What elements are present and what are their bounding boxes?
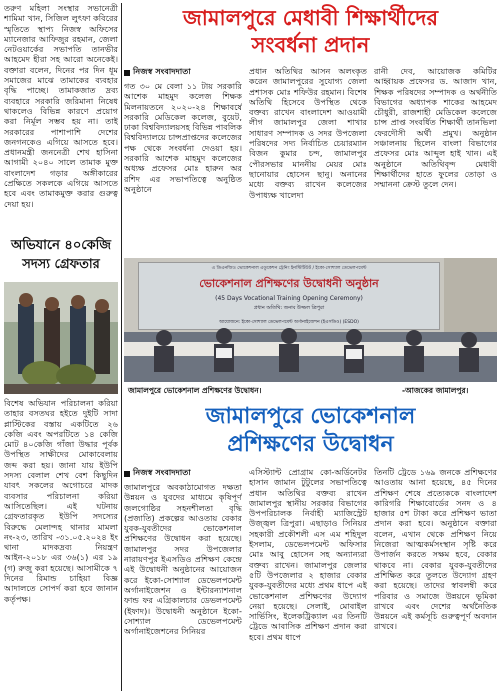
column-divider: [121, 3, 122, 691]
article1-col1-text: গত ৩০ মে বেলা ১১ টায় সরকারি আশেক মাহমুদ কলেজ শিক্ষক মিলনায়তনে ২০২০-২৪ শিক্ষাবর্ষে সরকারি মেডিকেল কলেজ, বুয়েট, ঢাকা বিশ্ববিদ্যালয়সহ বিভিন্ন পাবলিক বিশ্ববিদ্যালয়ে চান্সপ্রাপ্তদের কলেজের পক্ষ থেকে সংবর্ধনা দেওয়া হয়। সরকারি আশেক মাহমুদ কলেজের অধ্যক্ষ প্রফেসর মোঃ হারুন অর রশিদ এর সভাপতিত্বে অনুষ্ঠিত অনুষ্ঠানে: [124, 81, 242, 194]
article2-col2-text: এসিস্ট্যান্ট প্রোগ্রাম কো-অর্ডিনেটর হাসান জামান টুটুলের সভাপতিত্বে প্রধান অতিথির বক্তব্য রাখেন জামালপুর স্থানীয় সরকার বিভাগের উপপরিচালক নির্বাহী ম্যাজিস্ট্রেট উজ্জ্বল ত্রিপুরা। এছাড়াও সিনিয়র সহকারী প্রকৌশলী এস এম শহিদুল ইসলাম, ডেভেলপমেন্ট অফিসার মোঃ আবু হোসেন সহ অন্যান্যরা বক্তব্য রাখেন। জামালপুর জেলার ৫টি উপজেলার ২ হাজার বেকার যুবক-যুবতীদের মধ্যে প্রথম ধাপে এই ভোকেশনাল প্রশিক্ষণের উদ্যোগ নেয়া হয়েছে। সেলাই, মোবাইল সার্ভিসিং, ইলেকট্রিক্যাল এর তিনটি ট্রেডে আবাসিক প্রশিক্ষণ প্রদান করা হবে। প্রথম ধাপে: [249, 467, 367, 642]
article1-headline-line1: জামালপুরে মেধাবী শিক্ষার্থীদের: [182, 6, 439, 30]
article1-col3-text: রানী দেব, আয়োজক কমিটির আহ্বায়ক প্রফেসর ড. আজাদ খান, শিক্ষক পরিষদের সম্পাদক ও অর্থনীতি বিভাগের অধ্যাপক শাকের আহমেদ চৌধুরী, রাজশাহী মেডিকেল কলেজে চান্স প্রাপ্ত সংবর্ধিত শিক্ষার্থী তানভিলা ফেরদৌসী অর্থী প্রমুখ। অনুষ্ঠান সঞ্চালনায় ছিলেন বাংলা বিভাগের প্রফেসর মোঃ আব্দুল হাই খান। এই অনুষ্ঠানে অতিথিবৃন্দ মেধাবী শিক্ষার্থীদের হাতে ফুলের তোড়া ও সম্মাননা ক্রেস্ট তুলে দেন।: [374, 66, 497, 190]
article1-byline: নিজস্ব সংবাদদাতা: [124, 66, 242, 79]
left-article-text: বিশেষ অভিযান পরিচালনা করিয়া তাহার বসতঘর হইতে দুইটি সাদা প্লাস্টিকের বস্তায় একটিতে ২৬ কেজি এবং অপরটিতে ১৪ কেজি মোট ৪০কেজি গাঁজা উদ্ধার পূর্বক উপস্থিত সাক্ষীদের মোকাবেলায় জব্দ করা হয়। জানা যায় ইউপি সদস্য বেলাল শেখ বেশ কিছুদিন যাবৎ সকলের অগোচরে মাদক ব্যবসার পরিচালনা করিয়া আসিতেছিল। এই ঘটনায় গ্রেফতারকৃত ইউপি সদস্যের বিরুদ্ধে মেলান্দহ থানার মামলা নং-২৩, তারিখ -৩১.০৫.২০২৪ ইং থানা মাদকদ্রব্য নিয়ন্ত্রণ আইন-২০১৮ এর ৩৬(১) এর ১৯ (গ) রুজু করা হয়েছে। আসামীকে ৭ দিনের রিমান্ড চাহিয়া বিজ্ঞ আদালতে সোপর্দ করা হবে জানান কর্তৃপক্ষ।: [4, 398, 118, 604]
seizure-photo-illustration: [4, 282, 118, 394]
article2-byline: নিজস্ব সংবাদদাতা: [124, 467, 242, 480]
photo-caption-right: -আজকের জামালপুর।: [402, 386, 469, 395]
left-article-column: [4, 398, 118, 690]
article2-col1-text: জামালপুরে অবকাঠামোগত দক্ষতা উন্নয়ন ও যুবদের মাধ্যমে কৃষিপূর্ণ জলগোষ্ঠির সহনশীলতা বৃদ্ধি (প্রজাতি) প্রকল্পের আওতায় বেকার যুবক-যুবতীদের ভোকেশনাল প্রশিক্ষণের উদ্বোধন করা হয়েছে। জামালপুর সদর উপজেলার নারায়ণপুর ইএসডিও প্রশিক্ষণ কেন্দ্রে এই উদ্বোধনী অনুষ্ঠানের আয়োজন করে ইকো-সোশ্যাল ডেভেলপমেন্ট অর্গানাইজেশন ও ইন্টারন্যাশনাল ফান্ড ফর এগ্রিকালচার ডেভলপমেন্ট (ইফাদ)। উদ্বোধনী অনুষ্ঠানে ইকো-সোশ্যাল ডেভেলপমেন্ট অর্গানাইজেশনের সিনিয়র: [124, 482, 242, 637]
article2-headline: [124, 400, 497, 462]
article2-col3: [374, 467, 497, 691]
banner-title: ভোকেশনাল প্রশিক্ষণের উদ্বোধনী অনুষ্ঠান: [199, 277, 379, 290]
article1-col2-text: প্রধান অতিথির আসন অলংকৃত করেন জামালপুরের সুযোগ্য জেলা প্রশাসক মোঃ শফিউর রহমান। বিশেষ অতিথি হিসেবে উপস্থিত থেকে বক্তব্য রাখেন বাংলাদেশ আওয়ামী লীগ জামালপুর জেলা শাখার সাধারণ সম্পাদক ও সদর উপজেলা পরিষদের সদ্য নির্বাচিত চেয়ারম্যান বিজন কুমার চন্দ, জামালপুর পৌরসভার মাননীয় মেয়র মোঃ ছানোয়ার হোসেন ছানু। অনানের মধ্যে বক্তব্য রাখেন কলেজের উপাধ্যক্ষ খালেদা: [249, 66, 367, 200]
left-top-column: [4, 3, 118, 225]
byline-square-icon: [124, 70, 130, 76]
left-article-headline-line2: সদস্য গ্রেফতার: [22, 257, 100, 272]
article2-col1: [124, 467, 242, 691]
article2-headline-line1: জামালপুরে ভোকেশনাল: [205, 404, 416, 429]
banner-subtitle: (45 Days Vocational Training Opening Ceremony): [215, 295, 363, 302]
banner-footer: আয়োজনে: ইকো-সোশ্যাল ডেভেলপমেন্ট অর্গানাইজেশন (ইএসডিও) (ESDO): [219, 320, 359, 325]
article1-headline: [124, 2, 497, 62]
article1-col2: [249, 66, 367, 252]
article2-col2: [249, 467, 367, 691]
banner-top-line: এ ডিএনজিও ভোকেশনাল এডুকেশন ট্রেনিং ইনস্টিটিউট / ইকো-সোশ্যাল ডেভেলপমেন্ট: [211, 266, 367, 271]
article1-headline-line2: সংবর্ধনা প্রদান: [251, 33, 370, 57]
event-people-illustration: [124, 258, 497, 382]
article2-col3-text: তিনটি ট্রেডে ১৬৯ জনকে প্রশিক্ষণের আওতায় আনা হয়েছে, ৪৫ দিনের প্রশিক্ষণ শেষে প্রত্যেককে বাংলাদেশ কারিগরি শিক্ষাবোর্ডের সনদ ও ৪ হাজার ৫শ টাকা করে প্রশিক্ষণ ভাতা প্রদান করা হবে। অনুষ্ঠানে বক্তারা বলেন, এখান থেকে প্রশিক্ষণ নিয়ে নিজেরা আত্মকর্মসংস্থান সৃষ্টি করে উপার্জন করতে সক্ষম হবে, বেকার থাকবে না। বেকার যুবক-যুবতীদের প্রশিক্ষিত করে তুলতে উদ্যোগ গ্রহণ করা হয়েছে। তাদের স্বাবলম্বী করে পরিবার ও সমাজে উন্নয়নে ভূমিকা রাখবে এবং দেশের অর্থনৈতিক উন্নয়নে এই কর্মসূচি গুরুত্বপূর্ণ অবদান রাখবে।: [374, 467, 497, 632]
banner-guest: প্রধান অতিথি: জনাব উজ্জল ত্রিপুরা: [253, 305, 325, 311]
vocational-training-photo: [124, 258, 497, 382]
article2-headline-line2: প্রশিক্ষণের উদ্বোধন: [227, 432, 394, 457]
article1-col3: [374, 66, 497, 252]
seizure-photo: [4, 282, 118, 394]
left-article-headline: [4, 231, 118, 279]
photo-caption-left: জামালপুরে ভোকেশনাল প্রশিক্ষণের উদ্বোধন।: [128, 386, 262, 395]
article1-col1: [124, 66, 242, 252]
byline-square-icon: [124, 471, 130, 477]
left-article-headline-line1: অভিযানে ৪০কেজি: [10, 238, 112, 253]
left-top-text: তরুণ মহিলা সংস্থার সভানেত্রী শামিমা খান, সিজিল লুৎফা কবিরের স্মৃতিতে স্থাপ্য নিজস্ব অফিসের ম্যানেজার আফিজুর রহমান, জেলা নেটওয়ার্কের সভাপতি তানভীর আহমেদ হীরা সহ আরো অনেকেই। বক্তারা বলেন, দিনের পর দিন ধূম সমাজের মাঝে তামাকের ব্যবহার বৃদ্ধি পাচ্ছে। তামাকজাত দ্রব্য ব্যবহারে সরকারি জরিমানা নিষেধ থাকলেও বিভিন্ন কারণে প্রয়োগ করা নির্মূল সম্ভব হয় না। তাই সরকারের পাশাপাশি দেশের জনগনকেও এগিয়ে আসতে হবে। প্রধানমন্ত্রী জননেত্রী শেখ হাসিনা আগামী ২০৪০ সালে তামাক মুক্ত বাংলাদেশ গড়ার অঙ্গীকারের প্রেক্ষিতে সকলকে এগিয়ে আসতে হবে এবং তামাকমুক্ত করার গুরুত্ব দেয়া হয়।: [4, 3, 118, 209]
